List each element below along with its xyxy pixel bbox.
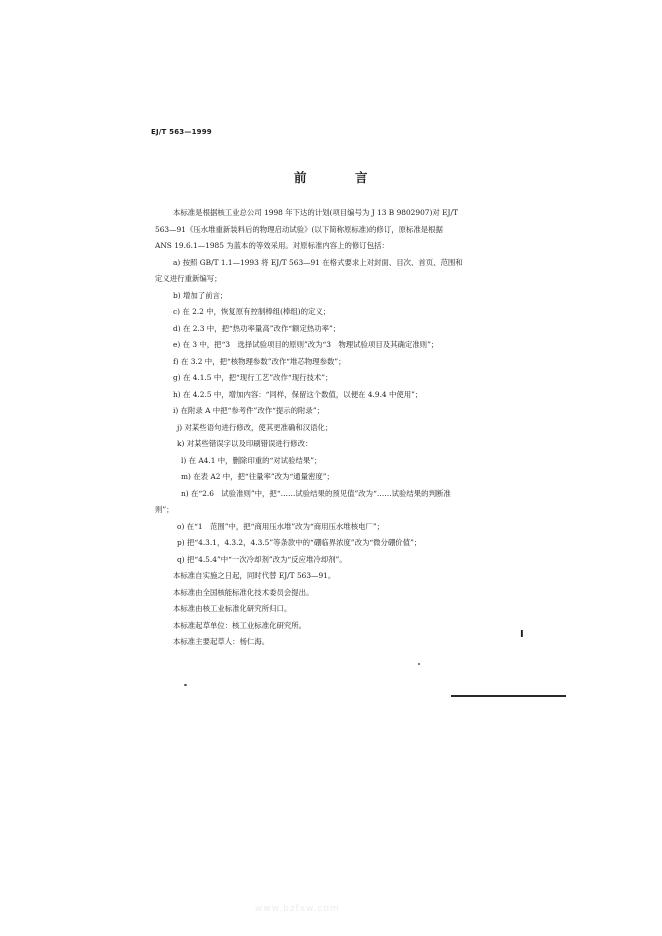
list-item-n: n) 在“2.6 试验准则”中，把“……试验结果的预见值”改为“……试验结果的判断准 [181, 488, 451, 498]
paragraph-line: 563—91《压水堆重新装料后的物理启动试验》(以下简称原标准)的修订，原标准是根据 [155, 224, 443, 234]
list-item-c: c) 在 2.2 中，恢复原有控制棒组(棒组)的定义； [173, 307, 331, 316]
footer-rule [451, 695, 566, 697]
paragraph-line: ANS 19.6.1—1985 为蓝本的等效采用。对原标准内容上的修订包括： [155, 241, 389, 250]
list-item-n-continued: 则”； [155, 505, 174, 514]
list-item-a: a) 按照 GB/T 1.1—1993 将 EJ/T 563—91 在格式要求上对封面、目次、首页、范围和 [173, 257, 463, 267]
list-item-e: e) 在 3 中，把“3 选择试验项目的原则”改为“3 物理试验项目及其确定准则”； [173, 340, 439, 349]
statement-line: 本标准由全国核能标准化技术委员会提出。 [173, 587, 314, 597]
document-code: EJ/T 563—1999 [151, 128, 212, 136]
list-item-o: o) 在“1 范围”中，把“商用压水堆”改为“商用压水堆核电厂”； [177, 521, 385, 531]
scan-speck [418, 663, 420, 665]
list-item-d: d) 在 2.3 中，把“热功率量高”改作“额定热功率”； [173, 323, 341, 333]
statement-line: 本标准由核工业标准化研究所归口。 [173, 604, 292, 613]
statement-line: 本标准起草单位：核工业标准化研究所。 [173, 620, 307, 630]
list-item-f: f) 在 3.2 中，把“核物理参数”改作“堆芯物理参数”； [173, 356, 346, 366]
page-number: I [520, 629, 524, 640]
scan-speck [184, 684, 187, 686]
list-item-m: m) 在表 A2 中，把“往量率”改为“通量密度”； [181, 472, 334, 481]
list-item-h: h) 在 4.2.5 中，增加内容：“同样，保留这个数值，以便在 4.9.4 中使用”； [173, 389, 423, 399]
list-item-g: g) 在 4.1.5 中，把“现行工艺”改作“现行技术”； [173, 373, 333, 382]
list-item-i: i) 在附录 A 中把“参考件”改作“提示的附录”； [173, 406, 324, 415]
statement-line: 本标准主要起草人：杨仁海。 [173, 637, 270, 646]
foreword-body [155, 205, 525, 651]
statement-line: 本标准自实施之日起，同时代替 EJ/T 563—91。 [173, 571, 336, 580]
list-item-p: p) 把“4.3.1，4.3.2，4.3.5”等条款中的“硼临界浓度”改为“微分硼价值”； [177, 538, 422, 547]
list-item-b: b) 增加了前言； [173, 290, 228, 300]
list-item-q: q) 把“4.5.4”中“一次冷却剂”改为“反应堆冷却剂”。 [177, 554, 347, 564]
list-item-j: j) 对某些语句进行修改，使其更准确和汉语化； [177, 422, 333, 432]
watermark: www.bzfxw.com [255, 904, 340, 914]
list-item-a-continued: 定义进行重新编写； [155, 274, 222, 283]
list-item-k: k) 对某些错误字以及印刷错误进行修改： [177, 439, 313, 448]
page-title: 前 言 [294, 170, 386, 185]
paragraph-line: 本标准是根据核工业总公司 1998 年下达的计划(项目编号为 J 13 B 9802907)对 EJ/T [173, 208, 458, 217]
list-item-l: l) 在 A4.1 中，删除印重的“对试验结果”； [181, 455, 322, 465]
